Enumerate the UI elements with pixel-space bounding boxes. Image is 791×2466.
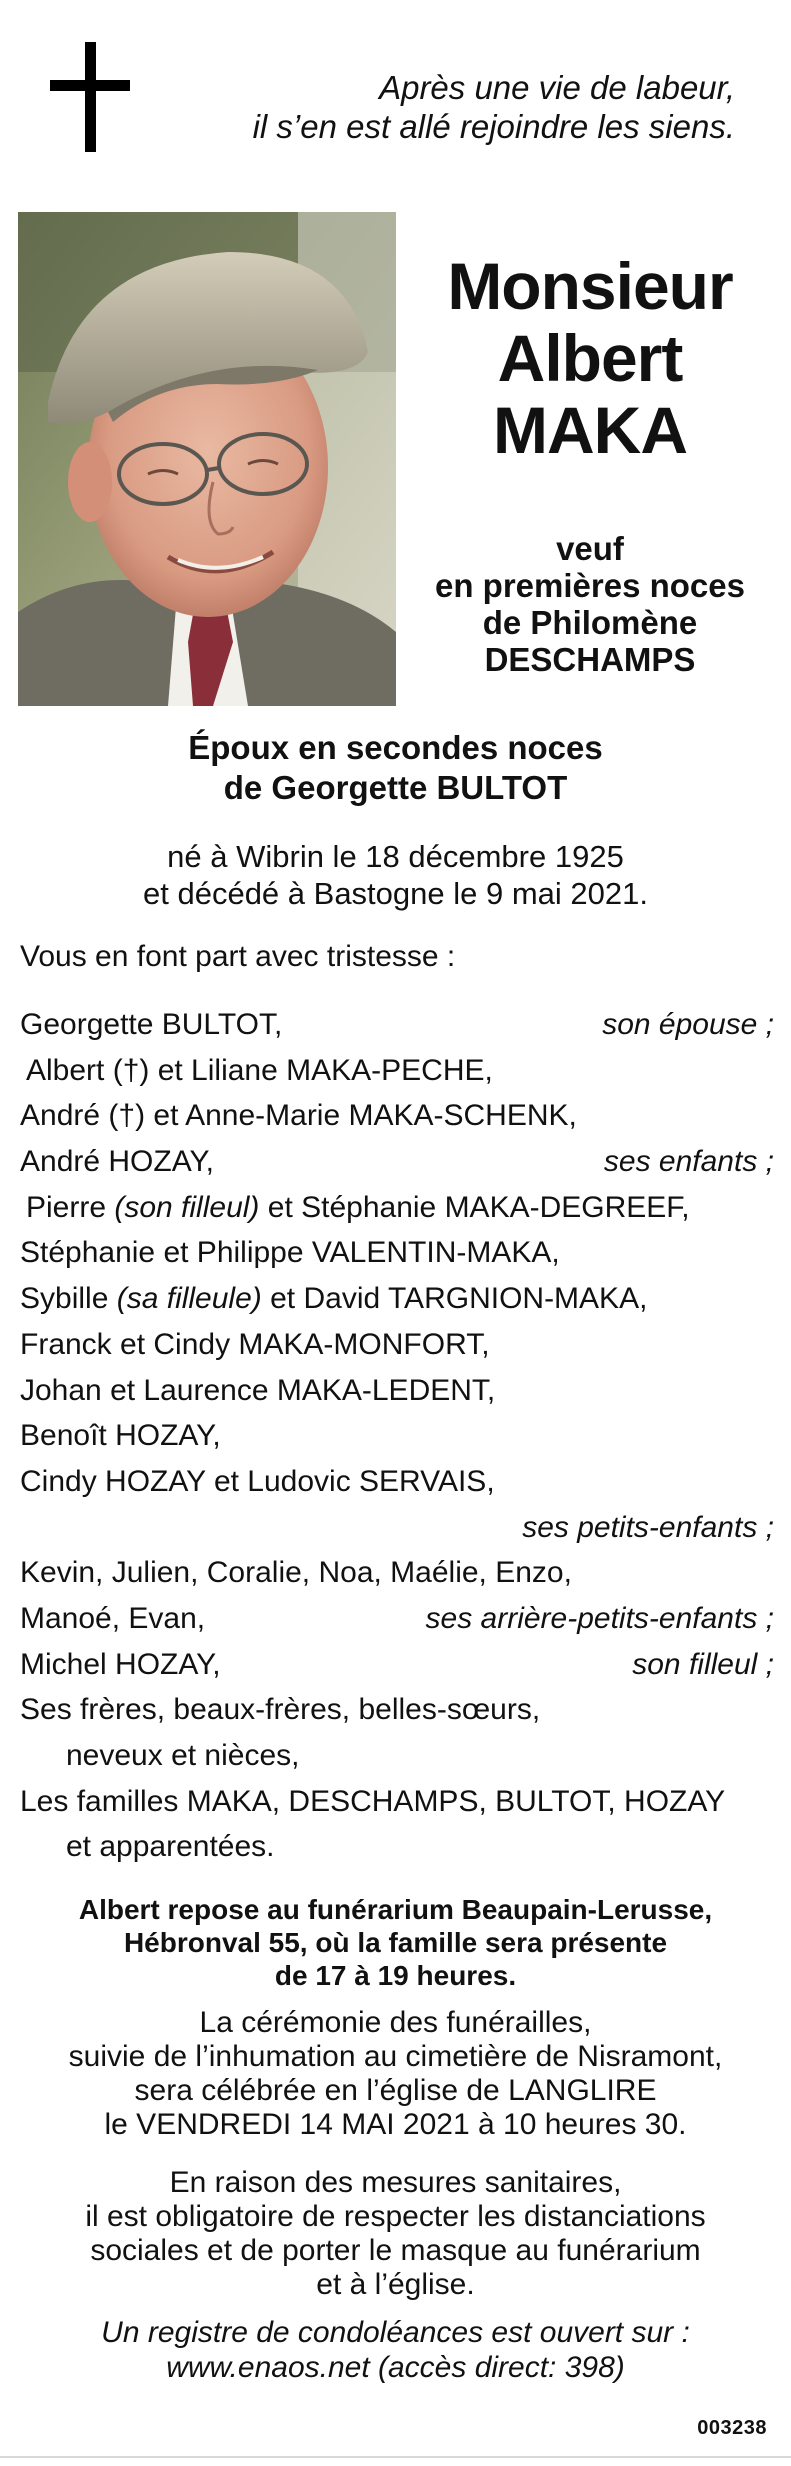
funerarium-line: Albert repose au funérarium Beaupain-Lerusse,: [78, 1894, 713, 1925]
funerarium-line: Hébronval 55, où la famille sera présente: [123, 1927, 668, 1958]
family-member: Les familles MAKA, DESCHAMPS, BULTOT, HOZAY: [20, 1784, 726, 1818]
family-member: Stéphanie et Philippe VALENTIN-MAKA,: [20, 1236, 560, 1270]
family-row: [20, 1185, 774, 1231]
family-member: Kevin, Julien, Coralie, Noa, Maélie, Enzo,: [20, 1556, 572, 1590]
family-member: André (†) et Anne-Marie MAKA-SCHENK,: [20, 1099, 577, 1133]
ceremony-line: La cérémonie des funérailles,: [199, 2006, 592, 2039]
family-row: [20, 1002, 774, 1048]
name-first: Albert: [497, 321, 683, 395]
family-row: [20, 1322, 774, 1368]
family-member: Pierre (son filleul) et Stéphanie MAKA-DEGREEF,: [26, 1190, 690, 1224]
family-row: [20, 1596, 774, 1642]
widow-line: DESCHAMPS: [484, 641, 696, 678]
family-row: [20, 1368, 774, 1414]
sanitary-line: et à l’église.: [316, 2268, 475, 2301]
family-member: Albert (†) et Liliane MAKA-PECHE,: [26, 1053, 493, 1087]
family-member: Georgette BULTOT,: [20, 1008, 283, 1041]
sanitary-line: il est obligatoire de respecter les distanciations: [85, 2200, 706, 2233]
family-row: [20, 1824, 774, 1870]
family-row: [20, 1733, 774, 1779]
death-line: et décédé à Bastogne le 9 mai 2021.: [143, 876, 648, 911]
intro-line-2: il s’en est allé rejoindre les siens.: [252, 108, 735, 145]
widower-block: [400, 530, 780, 678]
family-relation: ses arrière-petits-enfants ;: [425, 1601, 774, 1635]
family-member: Cindy HOZAY et Ludovic SERVAIS,: [20, 1464, 495, 1498]
family-row: [20, 1048, 774, 1094]
deceased-name: [420, 250, 760, 466]
family-member: Franck et Cindy MAKA-MONFORT,: [20, 1327, 490, 1361]
widow-line: veuf: [556, 530, 624, 567]
registry-line: Un registre de condoléances est ouvert sur :: [101, 2316, 690, 2349]
family-row: [20, 1505, 774, 1551]
sanitary-line: En raison des mesures sanitaires,: [169, 2166, 622, 2199]
spouse-line-2: de Georgette BULTOT: [223, 769, 568, 806]
family-relation: son filleul ;: [632, 1647, 774, 1681]
family-relation: son épouse ;: [602, 1008, 774, 1041]
family-row: [20, 1093, 774, 1139]
ceremony-line: sera célébrée en l’église de LANGLIRE: [134, 2074, 657, 2107]
bottom-divider: [0, 2456, 791, 2458]
family-intro: Vous en font part avec tristesse :: [20, 940, 456, 973]
sanitary-block: [0, 2166, 791, 2302]
family-row: [20, 1139, 774, 1185]
family-row: [20, 1779, 774, 1825]
family-member: Michel HOZAY,: [20, 1647, 221, 1681]
registry-block: [0, 2315, 791, 2385]
family-row: [20, 1276, 774, 1322]
family-member: Manoé, Evan,: [20, 1601, 206, 1635]
intro-text: [215, 68, 735, 146]
family-row: [20, 1687, 774, 1733]
family-row: [20, 1413, 774, 1459]
family-relation: ses enfants ;: [603, 1145, 774, 1179]
birth-line: né à Wibrin le 18 décembre 1925: [167, 839, 624, 874]
name-title: Monsieur: [447, 249, 733, 323]
ceremony-block: [0, 2006, 791, 2142]
widow-line: en premières noces: [435, 567, 745, 604]
birth-death-block: [0, 838, 791, 912]
reference-number: 003238: [697, 2417, 767, 2439]
cross-icon: [50, 42, 130, 152]
family-member: Benoît HOZAY,: [20, 1419, 221, 1453]
family-member: Ses frères, beaux-frères, belles-sœurs,: [20, 1693, 541, 1727]
family-row: [20, 1550, 774, 1596]
funerarium-line: de 17 à 19 heures.: [274, 1960, 517, 1991]
spouse-block: [0, 728, 791, 808]
spouse-line-1: Époux en secondes noces: [188, 729, 603, 766]
family-member: André HOZAY,: [20, 1145, 214, 1179]
family-row: [20, 1642, 774, 1688]
name-last: MAKA: [493, 393, 687, 467]
family-list: [20, 1002, 774, 1870]
ceremony-line: suivie de l’inhumation au cimetière de Nisramont,: [68, 2040, 723, 2073]
family-member: neveux et nièces,: [66, 1739, 300, 1772]
registry-link[interactable]: www.enaos.net (accès direct: 398): [166, 2351, 625, 2384]
ceremony-line: le VENDREDI 14 MAI 2021 à 10 heures 30.: [104, 2108, 687, 2141]
family-member: et apparentées.: [66, 1830, 275, 1864]
intro-line-1: Après une vie de labeur,: [379, 69, 735, 106]
family-row: [20, 1459, 774, 1505]
funerarium-block: [0, 1893, 791, 1992]
family-member: Johan et Laurence MAKA-LEDENT,: [20, 1373, 496, 1407]
family-relation: ses petits-enfants ;: [522, 1510, 774, 1544]
widow-line: de Philomène: [482, 604, 698, 641]
family-member: Sybille (sa filleule) et David TARGNION-MAKA,: [20, 1282, 648, 1316]
portrait-photo: [18, 212, 396, 706]
sanitary-line: sociales et de porter le masque au funérarium: [90, 2234, 701, 2267]
family-row: [20, 1230, 774, 1276]
